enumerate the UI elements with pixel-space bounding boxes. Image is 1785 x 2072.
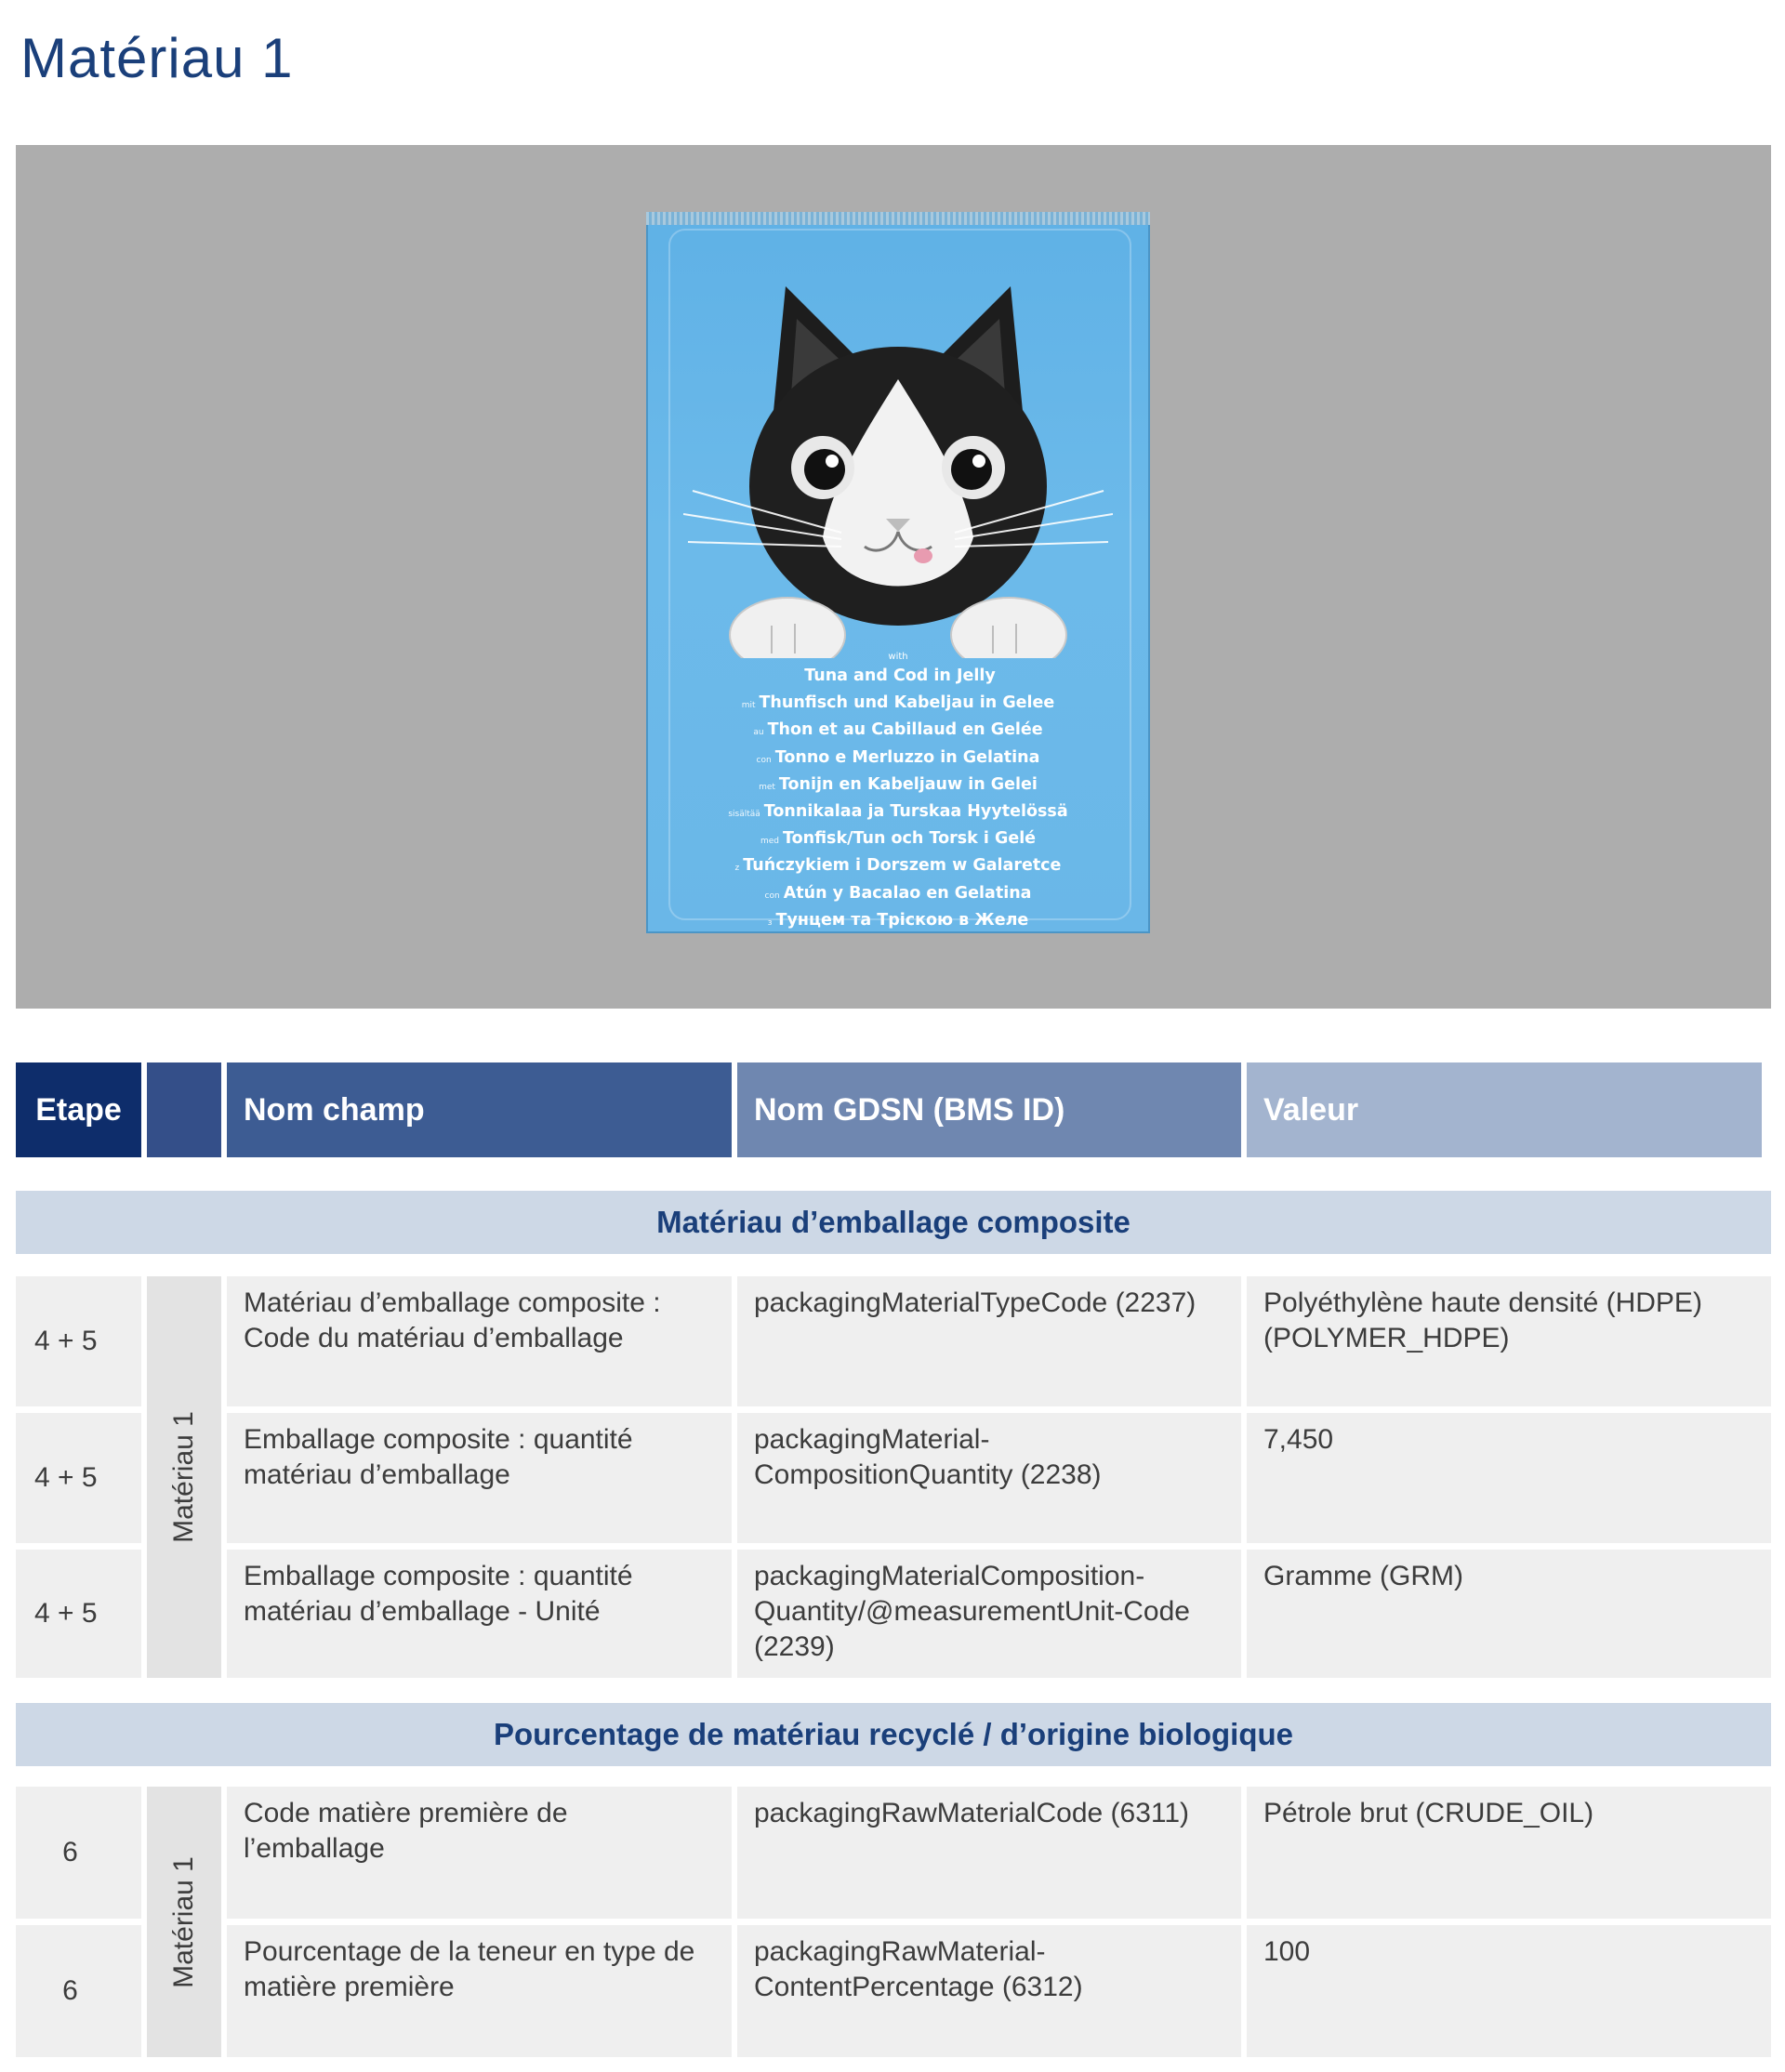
table-row-gdsn: packagingMaterialTypeCode (2237) [737, 1276, 1241, 1406]
section-title: Matériau d’emballage composite [16, 1191, 1771, 1254]
product-image-panel [16, 145, 1771, 1009]
table-row-gdsn: packagingMaterial-CompositionQuantity (2238) [737, 1413, 1241, 1543]
table-row-step: 6 [16, 1787, 141, 1919]
table-row-value: 7,450 [1247, 1413, 1771, 1543]
table-row-value: Pétrole brut (CRUDE_OIL) [1247, 1787, 1771, 1919]
pouch-line: Tuna and Cod in Jelly [804, 666, 996, 685]
table-row-step: 4 + 5 [16, 1550, 141, 1678]
table-row-gdsn: packagingRawMaterial-ContentPercentage (6312) [737, 1925, 1241, 2057]
table-row-value: 100 [1247, 1925, 1771, 2057]
header-nom-gdsn: Nom GDSN (BMS ID) [737, 1062, 1241, 1157]
table-row-field: Code matière première de l’emballage [227, 1787, 732, 1919]
table-row-gdsn: packagingMaterialComposition-Quantity/@measurementUnit-Code (2239) [737, 1550, 1241, 1678]
pouch-line: mit Thunfisch und Kabeljau in Gelee [741, 693, 1055, 713]
pouch-line: med Tonfisk/Tun och Torsk i Gelé [760, 829, 1037, 849]
table-row-step: 4 + 5 [16, 1413, 141, 1543]
pouch-line: sisältää Tonnikalaa ja Turskaa Hyytelössä [728, 802, 1068, 822]
pet-food-pouch-image [646, 212, 1150, 933]
pouch-line: з Тунцем та Тріскою в Желе [767, 910, 1029, 930]
table-row-field: Emballage composite : quantité matériau d’emballage - Unité [227, 1550, 732, 1678]
section-title: Pourcentage de matériau recyclé / d’origine biologique [16, 1703, 1771, 1766]
table-row-value: Gramme (GRM) [1247, 1550, 1771, 1678]
table-row-field: Emballage composite : quantité matériau d’emballage [227, 1413, 732, 1543]
pouch-line: con Tonno e Merluzzo in Gelatina [756, 747, 1040, 767]
pouch-line: met Tonijn en Kabeljauw in Gelei [759, 774, 1038, 794]
pouch-line: con Atún y Bacalao en Gelatina [764, 883, 1032, 903]
header-blank [147, 1062, 221, 1157]
pouch-seal [646, 212, 1150, 225]
cat-illustration-icon [683, 268, 1113, 658]
pouch-flavor-text [646, 651, 1150, 935]
header-valeur: Valeur [1247, 1062, 1762, 1157]
page-title: Matériau 1 [20, 27, 294, 89]
header-etape: Etape [16, 1062, 141, 1157]
table-row-step: 4 + 5 [16, 1276, 141, 1406]
table-row-gdsn: packagingRawMaterialCode (6311) [737, 1787, 1241, 1919]
header-nom-champ: Nom champ [227, 1062, 732, 1157]
pouch-with-text: with [888, 652, 908, 662]
table-row-step: 6 [16, 1925, 141, 2057]
group-label: Matériau 1 [147, 1276, 221, 1678]
group-label: Matériau 1 [147, 1787, 221, 2057]
pouch-line: z Tuńczykiem i Dorszem w Galaretce [734, 856, 1062, 876]
table-row-field: Pourcentage de la teneur en type de matière première [227, 1925, 732, 2057]
table-row-value: Polyéthylène haute densité (HDPE) (POLYMER_HDPE) [1247, 1276, 1771, 1406]
table-row-field: Matériau d’emballage composite : Code du matériau d’emballage [227, 1276, 732, 1406]
pouch-line: au Thon et au Cabillaud en Gelée [753, 720, 1043, 740]
